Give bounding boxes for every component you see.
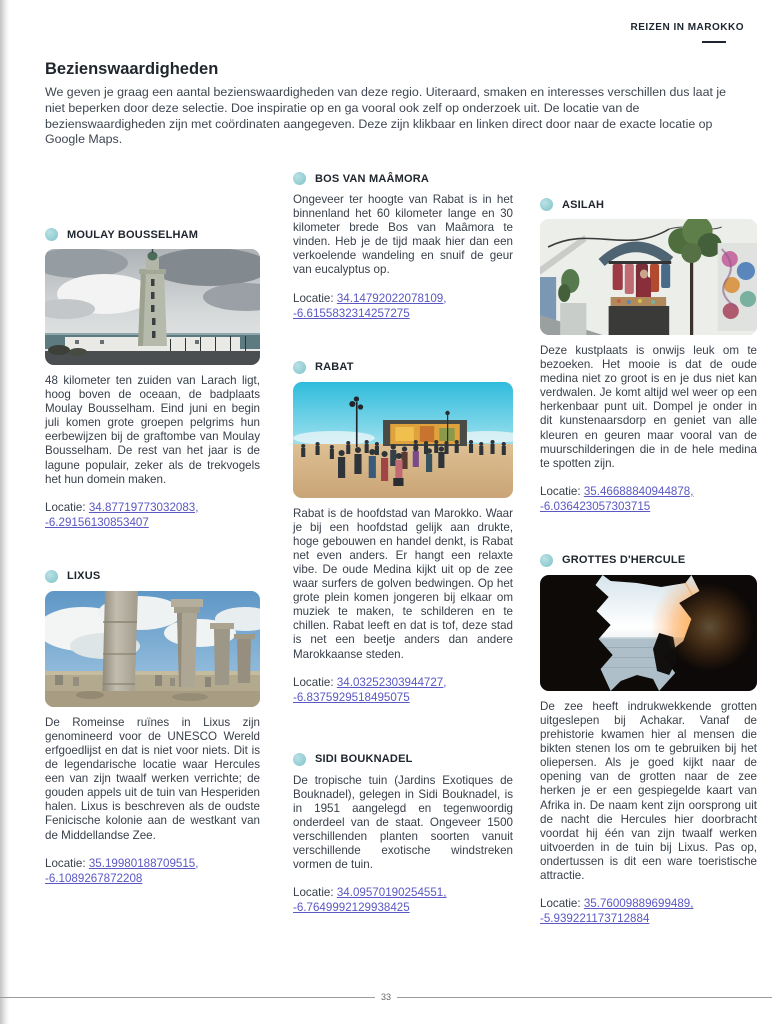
section-body: De Romeinse ruïnes in Lixus zijn genomineerd voor de UNESCO Wereld erfgoedlijst en dat is niet voor niets. Dit is de legendarische locatie waar Hercules een van zijn twaalf werken verrichte; de gouden appels uit de tuin van Hesperiden halen. Lixus is beschreven als de oudste Fenicische kolonie aan de westkant van de Middellandse Zee. xyxy=(45,715,260,842)
coords-link-lixus[interactable]: 35.19980188709515, -6.1089267872208 xyxy=(45,856,199,885)
section-moulay-bousselham xyxy=(45,228,260,530)
location-line xyxy=(45,500,260,530)
section-title: GROTTES D'HERCULE xyxy=(562,554,686,567)
section-bos-van-maamora xyxy=(293,172,513,321)
footer-rule-right xyxy=(397,997,772,998)
section-title: MOULAY BOUSSELHAM xyxy=(67,228,199,241)
page-title: Bezienswaardigheden xyxy=(45,60,219,78)
section-asilah xyxy=(540,198,757,514)
location-line xyxy=(293,675,513,705)
location-line xyxy=(293,885,513,915)
section-bullet-icon xyxy=(293,361,306,374)
location-line xyxy=(45,856,260,886)
location-label: Locatie: xyxy=(45,856,86,870)
location-label: Locatie: xyxy=(540,897,581,911)
coords-link-grottes-dhercule[interactable]: 35.76009889699489, -5.939221173712884 xyxy=(540,897,694,926)
section-lixus xyxy=(45,570,260,886)
section-rabat xyxy=(293,361,513,705)
section-title: ASILAH xyxy=(562,198,605,211)
location-label: Locatie: xyxy=(293,675,334,689)
coords-link-sidi-bouknadel[interactable]: 34.09570190254551, -6.7649992129938425 xyxy=(293,886,447,915)
column-2 xyxy=(293,172,513,955)
section-bullet-icon xyxy=(293,753,306,766)
section-grottes-dhercule xyxy=(540,554,757,926)
coords-link-rabat[interactable]: 34.03252303944727, -6.8375929518495075 xyxy=(293,675,447,704)
location-line xyxy=(540,484,757,514)
title-block xyxy=(45,60,737,148)
roman-ruins-photo-illustration xyxy=(45,591,260,707)
hercules-cave-photo-illustration xyxy=(540,575,757,691)
section-body: Deze kustplaats is onwijs leuk om te bezoeken. Het mooie is dat de oude medina niet zo groot is en je dus niet kan verdwalen. Je komt altijd wel weer op een herkenbaar punt uit. Dompel je onder in dit kunstenaarsdorp en geniet van alle kleuren en geuren maar vooral van de muurschilderingen die in de hele medina te spotten zijn. xyxy=(540,344,757,470)
location-label: Locatie: xyxy=(293,886,334,900)
header-tag: REIZEN IN MAROKKO xyxy=(630,22,744,33)
section-title: RABAT xyxy=(315,361,354,374)
section-bullet-icon xyxy=(293,172,306,185)
section-body: De zee heeft indrukwekkende grotten uitgeslepen bij Achakar. Vanaf de prehistorie kwamen hier al mensen die bikten stenen los om te gebruiken bij het oliepersen. Als je goed kijkt naar de opening van de grotten naar de zee herken je er een gespiegelde kaart van Afrika in. De naam kent zijn oorsprong uit de nacht die Hercules hier doorbracht voordat hij één van zijn twaalf werken uitvoerden in de tuin bij Lixus. Pas op, ondertussen is dit een ware toeristische attractie. xyxy=(540,699,757,882)
section-bullet-icon xyxy=(45,570,58,583)
column-3 xyxy=(540,198,757,966)
section-title: LIXUS xyxy=(67,570,101,583)
section-title: SIDI BOUKNADEL xyxy=(315,753,413,766)
section-bullet-icon xyxy=(540,554,553,567)
coords-link-bos-van-maamora[interactable]: 34.14792022078109, -6.6155832314257275 xyxy=(293,291,447,320)
coords-link-moulay-bousselham[interactable]: 34.87719773032083, -6.29156130853407 xyxy=(45,500,199,529)
rabat-photo xyxy=(293,382,513,498)
intro-paragraph: We geven je graag een aantal bezienswaardigheden van deze regio. Uiteraard, smaken en interesses verschillen dus laat je niet beperken door deze selectie. Doe inspiratie op en ga vooral ook zelf op onderzoek uit. De locatie van de bezienswaardigheden zijn met coördinaten aangegeven. Deze zijn klikbaar en linken direct door naar de exacte locatie op Google Maps. xyxy=(45,85,726,147)
lixus-photo xyxy=(45,591,260,707)
header-tag-underline xyxy=(702,41,726,43)
section-body: De tropische tuin (Jardins Exotiques de Bouknadel), gelegen in Sidi Bouknadel, is in 1951 aangelegd en tegenwoordig onderdeel van de staat. Ongeveer 1500 verschillenden planten soorten vanuit verschillende exotische windstreken vormen de tuin. xyxy=(293,773,513,872)
section-title: BOS VAN MAÂMORA xyxy=(315,172,430,185)
section-sidi-bouknadel xyxy=(293,753,513,916)
page-scan-edge xyxy=(0,0,9,1024)
coords-link-asilah[interactable]: 35.46688840944878, -6.036423057303715 xyxy=(540,484,694,513)
section-bullet-icon xyxy=(540,198,553,211)
location-label: Locatie: xyxy=(540,484,581,498)
section-body: Ongeveer ter hoogte van Rabat is in het binnenland het 60 kilometer lange en 30 kilometer brede Bos van Maâmora te vinden. Heb je de tijd maak hier dan een verkoelende wandeling en snuif de geur van eucalyptus op. xyxy=(293,193,513,277)
footer-rule-left xyxy=(0,997,375,998)
lighthouse-photo-illustration xyxy=(45,249,260,365)
location-label: Locatie: xyxy=(45,500,86,514)
grottes-dhercule-photo xyxy=(540,575,757,691)
section-body: 48 kilometer ten zuiden van Larach ligt, hoog boven de oceaan, de badplaats Moulay Bousselham. Eind juni en begin juli komen grote groepen pelgrims hun eerbewijzen bij de graftombe van Moulay Bousselham. De rest van het jaar is de lagune populair, zeker als de trekvogels het hun domein maken. xyxy=(45,374,260,486)
section-bullet-icon xyxy=(45,228,58,241)
location-line xyxy=(293,291,513,321)
column-1 xyxy=(45,228,260,926)
page-number: 33 xyxy=(381,992,392,1002)
page-footer xyxy=(0,992,772,1002)
medina-street-photo-illustration xyxy=(540,219,757,335)
asilah-photo xyxy=(540,219,757,335)
location-line xyxy=(540,896,757,926)
crowd-square-photo-illustration xyxy=(293,382,513,498)
location-label: Locatie: xyxy=(293,291,334,305)
moulay-bousselham-photo xyxy=(45,249,260,365)
section-body: Rabat is de hoofdstad van Marokko. Waar je bij een hoofdstad gelijk aan drukte, hoge gebouwen en handel denkt, is Rabat net even anders. Er hangt een relaxte vibe. De oude Medina kijkt uit op de zee waar surfers de golven bedwingen. Op het grote plein komen jongeren bij elkaar om muziek te maken, te schilderen en te chillen. Rabat leeft en dat is tof, deze stad is net een beetje anders dan andere Marokkaanse steden. xyxy=(293,506,513,661)
